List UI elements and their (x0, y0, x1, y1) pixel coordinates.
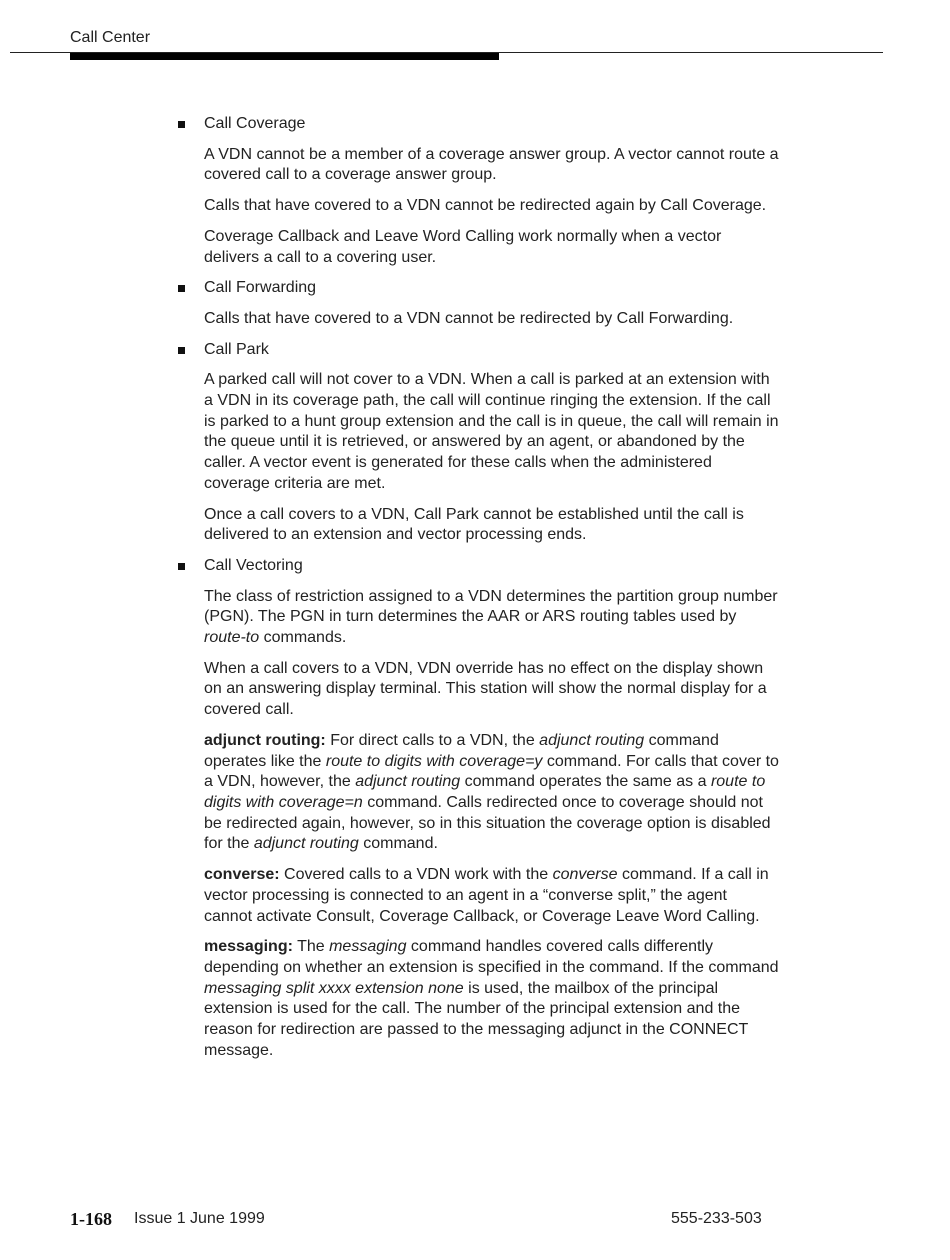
command-name: route to digits with coverage=n (204, 773, 766, 811)
section-heading-label: Call Park (204, 340, 269, 358)
paragraph: Coverage Callback and Leave Word Calling work normally when a vector delivers a call to a covering user. (204, 227, 722, 266)
paragraph: Once a call covers to a VDN, Call Park cannot be established until the call is delivered to an extension and vector processing ends. (204, 505, 744, 544)
paragraph: When a call covers to a VDN, VDN override has no effect on the display shown on an answering display terminal. This station will show the normal display for a covered call. (204, 659, 767, 719)
document-number: 555-233-503 (671, 1210, 762, 1227)
text-run: commands. (259, 629, 347, 647)
section-heading-call-vectoring (204, 556, 779, 577)
term-converse: converse: (204, 866, 280, 884)
command-name: converse (552, 866, 618, 884)
section-heading-label: Call Vectoring (204, 556, 303, 574)
command-name: messaging (329, 938, 407, 956)
bullet-square-icon (178, 347, 185, 354)
bullet-square-icon (178, 121, 185, 128)
paragraph-converse (204, 865, 779, 927)
text-run: For direct calls to a VDN, the (325, 731, 540, 749)
text-run: command handles covered calls differently depending on whether an extension is specified in the command. If the command (204, 938, 779, 976)
paragraph: Calls that have covered to a VDN cannot be redirected by Call Forwarding. (204, 309, 734, 327)
text-run: command. Calls redirected once to coverage should not be redirected again, however, so in this situation the coverage option is disabled for the (204, 793, 771, 853)
section-heading-call-coverage (204, 114, 779, 135)
paragraph-adjunct-routing (204, 731, 779, 855)
command-name: messaging split xxxx extension none (204, 979, 464, 997)
text-run: Covered calls to a VDN work with the (279, 866, 553, 884)
command-name: route to digits with coverage=y (325, 752, 543, 770)
command-name: adjunct routing (539, 731, 645, 749)
section-heading-call-forwarding (204, 278, 779, 299)
issue-date: Issue 1 June 1999 (134, 1210, 265, 1227)
text-run: command. For calls that cover to a VDN, however, the (204, 752, 779, 791)
header-title: Call Center (70, 29, 151, 46)
paragraph: A VDN cannot be a member of a coverage answer group. A vector cannot route a covered call to a coverage answer group. (204, 145, 779, 184)
bullet-square-icon (178, 285, 185, 292)
text-run: command. If a call in vector processing is connected to an agent in a “converse split,” the agent cannot activate Consult, Coverage Callback, or Coverage Leave Word Calling. (204, 866, 769, 925)
text-run: command. (358, 835, 438, 853)
page-body (204, 114, 779, 1071)
section-heading-call-park (204, 340, 779, 361)
section-heading-label: Call Forwarding (204, 279, 317, 297)
term-messaging: messaging: (204, 938, 293, 956)
command-name: adjunct routing (253, 835, 359, 853)
paragraph: A parked call will not cover to a VDN. When a call is parked at an extension with a VDN in its coverage path, the call will continue ringing the extension. If the call is parked to a hunt group extension and the call is in queue, the call will remain in the queue until it is retrieved, or answered by an agent, or abandoned by the caller. A vector event is generated for these calls when the administered coverage criteria are met. (204, 371, 779, 492)
text-run: is used, the mailbox of the principal extension is used for the call. The number of the principal extension and the reason for redirection are passed to the messaging adjunct in the CONNECT message. (204, 979, 748, 1059)
command-name: adjunct routing (355, 773, 461, 791)
text-run: command operates like the (204, 731, 719, 770)
paragraph-class-of-restriction (204, 587, 779, 649)
paragraph-messaging (204, 937, 779, 1061)
command-name: route-to (204, 629, 260, 647)
section-heading-label: Call Coverage (204, 115, 306, 132)
page-number: 1-168 (70, 1209, 112, 1229)
text-run: command operates the same as a (460, 773, 711, 791)
text-run: The class of restriction assigned to a VDN determines the partition group number (PGN). The PGN in turn determines the AAR or ARS routing tables used by (204, 587, 778, 626)
text-run: The (292, 938, 330, 956)
paragraph: Calls that have covered to a VDN cannot be redirected again by Call Coverage. (204, 197, 767, 215)
term-adjunct-routing: adjunct routing: (204, 731, 326, 749)
header-rule-thick (70, 53, 499, 60)
bullet-square-icon (178, 563, 185, 570)
